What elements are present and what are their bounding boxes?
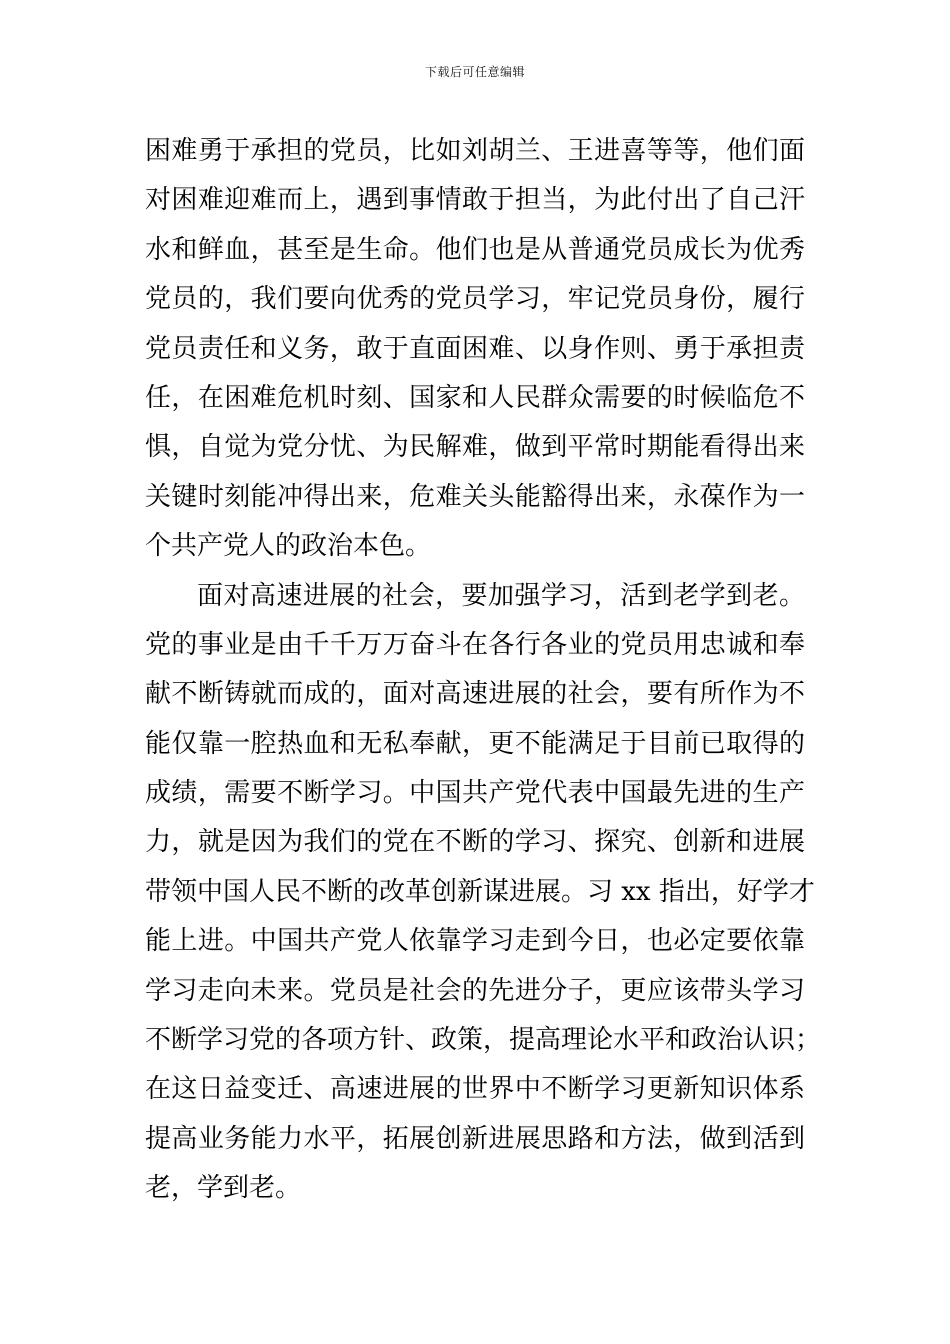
paragraph-2: [145, 572, 822, 1214]
text-line: 提高业务能力水平，拓展创新进展思路和方法，做到活到: [145, 1123, 805, 1154]
text-line: 能上进。中国共产党人依靠学习走到今日，也必定要依靠: [145, 926, 805, 957]
text-line: 学习走向未来。党员是社会的先进分子，更应该带头学习: [145, 975, 805, 1006]
text-line: 老，学到老。: [145, 1173, 302, 1204]
paragraph-1: [145, 127, 805, 572]
text-line: 个共产党人的政治本色。: [145, 531, 432, 562]
text-line: 能仅靠一腔热血和无私奉献，更不能满足于目前已取得的: [145, 728, 805, 759]
document-body: [145, 127, 822, 1214]
text-line: 关键时刻能冲得出来，危难关头能豁得出来，永葆作为一: [145, 481, 805, 512]
text-line: 带领中国人民不断的改革创新谋进展。习 xx 指出，好学才: [145, 876, 815, 907]
text-line: 党员责任和义务，敢于直面困难、以身作则、勇于承担责: [145, 333, 805, 364]
text-line: 党的事业是由千千万万奋斗在各行各业的党员用忠诚和奉: [145, 629, 805, 660]
text-line: 献不断铸就而成的，面对高速进展的社会，要有所作为不: [145, 679, 805, 710]
text-line: 任，在困难危机时刻、国家和人民群众需要的时候临危不: [145, 382, 805, 413]
text-line: 面对高速进展的社会，要加强学习，活到老学到老。: [197, 580, 805, 611]
page-header: 下载后可任意编辑: [424, 65, 525, 79]
text-line: 困难勇于承担的党员，比如刘胡兰、王进喜等等，他们面: [145, 136, 805, 166]
text-line: 不断学习党的各项方针、政策，提高理论水平和政治认识；: [145, 1025, 822, 1056]
text-line: 成绩，需要不断学习。中国共产党代表中国最先进的生产: [145, 778, 805, 809]
text-line: 惧，自觉为党分忧、为民解难，做到平常时期能看得出来: [145, 432, 805, 463]
text-line: 水和鲜血，甚至是生命。他们也是从普通党员成长为优秀: [145, 234, 805, 265]
text-line: 党员的，我们要向优秀的党员学习，牢记党员身份，履行: [145, 284, 805, 315]
text-line: 力，就是因为我们的党在不断的学习、探究、创新和进展: [145, 827, 805, 858]
text-line: 对困难迎难而上，遇到事情敢于担当，为此付出了自己汗: [145, 185, 805, 216]
text-line: 在这日益变迁、高速进展的世界中不断学习更新知识体系: [145, 1074, 805, 1105]
